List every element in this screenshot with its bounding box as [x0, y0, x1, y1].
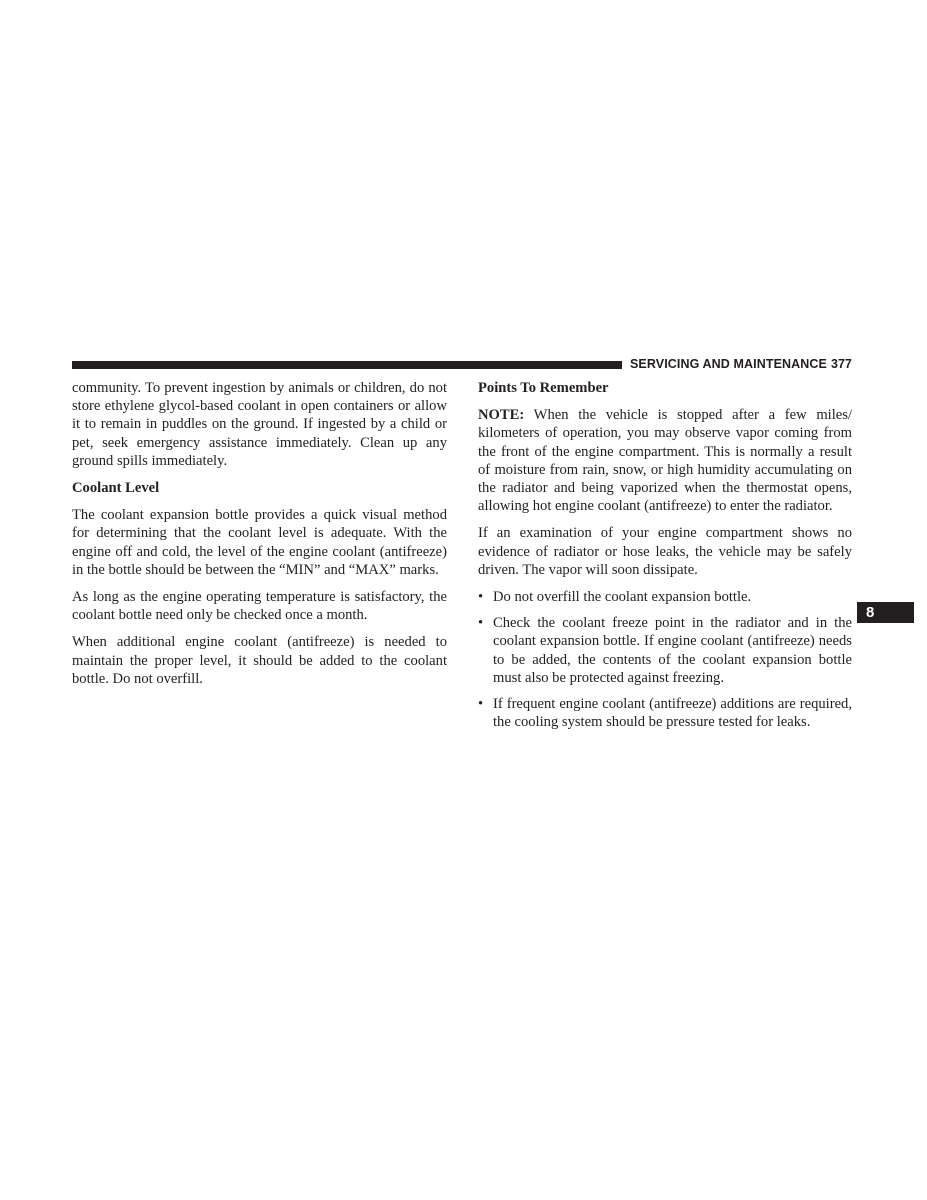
coolant-level-heading: Coolant Level [72, 480, 160, 497]
bullet-list [478, 588, 852, 731]
list-item [478, 614, 852, 687]
list-item-text: Check the coolant freeze point in the radiator and in the coolant expansion bottle. If engine coolant (antifreeze) needs to be added, the contents of the coolant expansion bottle must also be protected against freezing. [493, 615, 852, 686]
adding-coolant-paragraph: When additional engine coolant (antifreeze) is needed to maintain the proper level, it should be added to the coolant bottle. Do not overfill. [72, 634, 447, 687]
right-column [478, 379, 852, 739]
section-title: SERVICING AND MAINTENANCE [630, 357, 827, 371]
bullet-icon: • [478, 696, 484, 713]
check-frequency-paragraph: As long as the engine operating temperature is satisfactory, the coolant bottle need only be checked once a month. [72, 589, 447, 624]
coolant-level-paragraph: The coolant expansion bottle provides a quick visual method for determining that the coolant level is adequate. With the engine off and cold, the level of the engine coolant (antifreeze) in the bottle should be between the “MIN” and “MAX” marks. [72, 507, 447, 578]
note-paragraph [478, 406, 852, 515]
chapter-tab: 8 [857, 602, 914, 623]
bullet-icon: • [478, 589, 484, 606]
list-item [478, 588, 852, 606]
left-column [72, 379, 447, 697]
list-item-text: If frequent engine coolant (antifreeze) additions are required, the cooling system should be pressure tested for leaks. [493, 696, 852, 731]
list-item [478, 695, 852, 731]
note-label: NOTE: [478, 407, 525, 424]
page-number: 377 [831, 357, 852, 371]
list-item-text: Do not overfill the coolant expansion bottle. [493, 589, 752, 606]
examination-paragraph: If an examination of your engine compartment shows no evidence of radiator or hose leaks, the vehicle may be safely driven. The vapor will soon dissipate. [478, 525, 852, 578]
intro-paragraph: community. To prevent ingestion by animals or children, do not store ethylene glycol-based coolant in open containers or allow it to remain in puddles on the ground. If ingested by a child or pet, seek emergency assistance immediately. Clean up any ground spills immediately. [72, 380, 447, 469]
bullet-icon: • [478, 615, 484, 632]
header-rule [72, 361, 622, 369]
note-text: When the vehicle is stopped after a few miles/​kilometers of operation, you may observe vapor coming from the front of the engine compartment. This is normally a result of moisture from rain, snow, or high humidity accumulating on the radiator and being vaporized when the thermostat opens, allowing hot engine coolant (antifreeze) to enter the radiator. [478, 407, 853, 515]
points-to-remember-heading: Points To Remember [478, 380, 609, 396]
